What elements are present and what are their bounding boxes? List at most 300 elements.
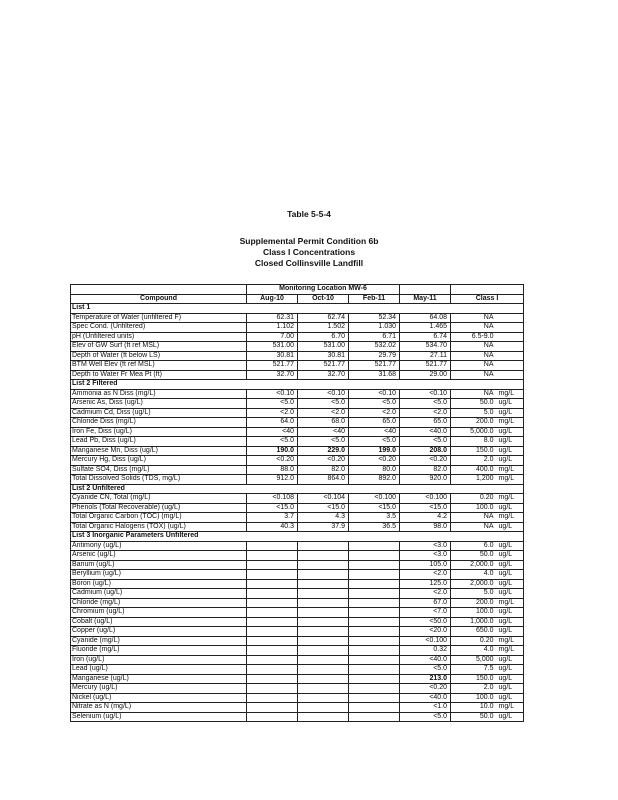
unit-cell: ug/L xyxy=(497,399,524,409)
table-row xyxy=(71,427,524,437)
unit-cell xyxy=(497,323,524,333)
value-cell xyxy=(247,646,298,656)
value-cell: <2.0 xyxy=(298,408,349,418)
value-cell xyxy=(298,560,349,570)
table-row xyxy=(71,579,524,589)
table-row xyxy=(71,408,524,418)
value-cell: 29.79 xyxy=(349,351,400,361)
value-cell: <0.10 xyxy=(298,389,349,399)
value-cell: 37.9 xyxy=(298,522,349,532)
unit-cell xyxy=(497,351,524,361)
value-cell xyxy=(247,703,298,713)
value-cell: <0.10 xyxy=(247,389,298,399)
value-cell xyxy=(349,712,400,722)
unit-cell xyxy=(497,370,524,380)
value-cell: 213.0 xyxy=(400,674,451,684)
value-cell: <40 xyxy=(298,427,349,437)
compound-label: Lead Pb, Diss (ug/L) xyxy=(71,437,247,447)
value-cell: 64.08 xyxy=(400,313,451,323)
table-row xyxy=(71,313,524,323)
value-cell xyxy=(298,551,349,561)
value-cell xyxy=(349,655,400,665)
table-number: Table 5-5-4 xyxy=(287,209,331,219)
value-cell: 6.74 xyxy=(400,332,451,342)
class-i-value: NA xyxy=(451,313,497,323)
value-cell xyxy=(349,703,400,713)
value-cell: 521.77 xyxy=(247,361,298,371)
table-row xyxy=(71,399,524,409)
table-row xyxy=(71,570,524,580)
value-cell xyxy=(247,655,298,665)
value-cell: <5.0 xyxy=(400,665,451,675)
value-cell: <0.108 xyxy=(247,494,298,504)
value-cell: <15.0 xyxy=(298,503,349,513)
table-row xyxy=(71,598,524,608)
value-cell: <5.0 xyxy=(247,437,298,447)
value-cell: <3.0 xyxy=(400,551,451,561)
table-row xyxy=(71,475,524,485)
value-cell: <2.0 xyxy=(400,408,451,418)
value-cell: <0.20 xyxy=(298,456,349,466)
value-cell xyxy=(349,598,400,608)
value-cell xyxy=(247,579,298,589)
value-cell: <1.0 xyxy=(400,703,451,713)
compound-label: Phenols (Total Recoverable) (ug/L) xyxy=(71,503,247,513)
value-cell: 62.74 xyxy=(298,313,349,323)
value-cell: <0.20 xyxy=(349,456,400,466)
unit-cell: ug/L xyxy=(497,693,524,703)
value-cell xyxy=(298,665,349,675)
value-cell: <40.0 xyxy=(400,655,451,665)
title-line-2: Class I Concentrations xyxy=(262,247,356,257)
unit-cell xyxy=(497,342,524,352)
compound-label: Selenium (ug/L) xyxy=(71,712,247,722)
value-cell: 531.00 xyxy=(247,342,298,352)
col-oct-10: Oct-10 xyxy=(298,294,349,304)
unit-cell: mg/L xyxy=(497,513,524,523)
table-row xyxy=(71,665,524,675)
class-i-value: 200.0 xyxy=(451,598,497,608)
value-cell xyxy=(298,589,349,599)
class-i-value: 400.0 xyxy=(451,465,497,475)
class-i-value: 4.0 xyxy=(451,646,497,656)
class-i-value: 650.0 xyxy=(451,627,497,637)
compound-label: Total Organic Carbon (TOC) (mg/L) xyxy=(71,513,247,523)
col-class-i: Class I xyxy=(451,294,524,304)
unit-cell: mg/L xyxy=(497,389,524,399)
compound-label: Boron (ug/L) xyxy=(71,579,247,589)
unit-cell: ug/L xyxy=(497,712,524,722)
value-cell: 208.0 xyxy=(400,446,451,456)
value-cell: <5.0 xyxy=(298,437,349,447)
value-cell: <2.0 xyxy=(349,408,400,418)
table-row xyxy=(71,541,524,551)
table-row xyxy=(71,560,524,570)
class-i-value: NA xyxy=(451,522,497,532)
value-cell: 52.34 xyxy=(349,313,400,323)
col-aug-10: Aug-10 xyxy=(247,294,298,304)
location-header-row xyxy=(71,285,524,295)
value-cell: 864.0 xyxy=(298,475,349,485)
compound-label: Chromium (ug/L) xyxy=(71,608,247,618)
unit-cell: ug/L xyxy=(497,551,524,561)
value-cell: 229.0 xyxy=(298,446,349,456)
unit-cell: ug/L xyxy=(497,684,524,694)
compound-label: Depth of Water (ft below LS) xyxy=(71,351,247,361)
class-i-value: 7.5 xyxy=(451,665,497,675)
value-cell xyxy=(349,579,400,589)
value-cell: 892.0 xyxy=(349,475,400,485)
value-cell: <0.100 xyxy=(400,636,451,646)
compound-label: Barium (ug/L) xyxy=(71,560,247,570)
value-cell: 88.0 xyxy=(247,465,298,475)
table-row xyxy=(71,456,524,466)
section-row xyxy=(71,380,524,390)
unit-cell: mg/L xyxy=(497,494,524,504)
table-row xyxy=(71,684,524,694)
value-cell xyxy=(247,560,298,570)
table-row xyxy=(71,418,524,428)
value-cell xyxy=(349,693,400,703)
section-label: List 2 Filtered xyxy=(71,380,524,390)
value-cell: 4.2 xyxy=(400,513,451,523)
value-cell: 7.00 xyxy=(247,332,298,342)
value-cell xyxy=(298,674,349,684)
col-may-11: May-11 xyxy=(400,294,451,304)
compound-label: Spec Cond. (Unfiltered) xyxy=(71,323,247,333)
unit-cell: ug/L xyxy=(497,560,524,570)
table-row xyxy=(71,446,524,456)
compound-label: BTM Well Elev (ft ref MSL) xyxy=(71,361,247,371)
value-cell: <0.20 xyxy=(400,456,451,466)
value-cell: 521.77 xyxy=(400,361,451,371)
value-cell: 4.3 xyxy=(298,513,349,523)
class-i-value: 5.0 xyxy=(451,408,497,418)
value-cell: 30.81 xyxy=(247,351,298,361)
compound-label: Antimony (ug/L) xyxy=(71,541,247,551)
table-row xyxy=(71,389,524,399)
compound-label: Elev of GW Surf (ft ref MSL) xyxy=(71,342,247,352)
value-cell xyxy=(349,674,400,684)
unit-cell xyxy=(497,361,524,371)
value-cell: 521.77 xyxy=(349,361,400,371)
compound-label: Sulfate SO4, Diss (mg/L) xyxy=(71,465,247,475)
value-cell: 105.0 xyxy=(400,560,451,570)
value-cell xyxy=(247,684,298,694)
compound-label: Arsenic As, Diss (ug/L) xyxy=(71,399,247,409)
unit-cell: mg/L xyxy=(497,475,524,485)
value-cell: <0.100 xyxy=(349,494,400,504)
class-i-value: 5,000 xyxy=(451,655,497,665)
value-cell xyxy=(298,627,349,637)
value-cell xyxy=(298,617,349,627)
compound-label: Copper (ug/L) xyxy=(71,627,247,637)
class-i-value: NA xyxy=(451,389,497,399)
value-cell: <15.0 xyxy=(400,503,451,513)
section-row xyxy=(71,484,524,494)
value-cell xyxy=(247,589,298,599)
value-cell: <3.0 xyxy=(400,541,451,551)
value-cell xyxy=(298,646,349,656)
value-cell xyxy=(247,674,298,684)
table-row xyxy=(71,617,524,627)
compound-label: Cadmium (ug/L) xyxy=(71,589,247,599)
value-cell: 98.0 xyxy=(400,522,451,532)
value-cell: 31.68 xyxy=(349,370,400,380)
unit-cell: ug/L xyxy=(497,456,524,466)
class-i-value: 100.0 xyxy=(451,693,497,703)
class-i-value: 5.0 xyxy=(451,589,497,599)
compound-label: Chloride (mg/L) xyxy=(71,598,247,608)
class-i-value: 2,000.0 xyxy=(451,579,497,589)
table-row xyxy=(71,655,524,665)
value-cell: <2.0 xyxy=(400,570,451,580)
value-cell xyxy=(298,570,349,580)
value-cell: 912.0 xyxy=(247,475,298,485)
value-cell: <5.0 xyxy=(400,712,451,722)
value-cell xyxy=(298,712,349,722)
value-cell: <0.104 xyxy=(298,494,349,504)
table-row xyxy=(71,494,524,504)
value-cell xyxy=(247,636,298,646)
table-row xyxy=(71,522,524,532)
value-cell: <5.0 xyxy=(247,399,298,409)
table-title xyxy=(0,236,618,269)
value-cell xyxy=(247,608,298,618)
unit-cell: ug/L xyxy=(497,427,524,437)
class-i-value: 10.0 xyxy=(451,703,497,713)
concentrations-table xyxy=(70,284,524,722)
value-cell xyxy=(298,693,349,703)
unit-cell xyxy=(497,313,524,323)
unit-cell: ug/L xyxy=(497,437,524,447)
section-label: List 3 Inorganic Parameters Unfiltered xyxy=(71,532,524,542)
unit-cell: ug/L xyxy=(497,589,524,599)
section-row xyxy=(71,304,524,314)
class-i-value: 1,000.0 xyxy=(451,617,497,627)
value-cell xyxy=(298,598,349,608)
value-cell xyxy=(349,589,400,599)
class-i-value: 50.0 xyxy=(451,712,497,722)
value-cell: <5.0 xyxy=(400,437,451,447)
compound-label: Temperature of Water (unfiltered F) xyxy=(71,313,247,323)
value-cell: <5.0 xyxy=(400,399,451,409)
value-cell: <40.0 xyxy=(400,427,451,437)
value-cell: 534.70 xyxy=(400,342,451,352)
value-cell xyxy=(247,627,298,637)
value-cell: 0.32 xyxy=(400,646,451,656)
value-cell: 1.102 xyxy=(247,323,298,333)
value-cell: <0.20 xyxy=(247,456,298,466)
class-i-value: 0.20 xyxy=(451,636,497,646)
compound-label: Ammonia as N Diss (mg/L) xyxy=(71,389,247,399)
class-i-value: 50.0 xyxy=(451,399,497,409)
unit-cell: mg/L xyxy=(497,598,524,608)
value-cell xyxy=(349,636,400,646)
value-cell: 1.030 xyxy=(349,323,400,333)
value-cell: <0.10 xyxy=(400,389,451,399)
unit-cell: mg/L xyxy=(497,636,524,646)
class-i-value: NA xyxy=(451,370,497,380)
value-cell xyxy=(247,551,298,561)
value-cell: <2.0 xyxy=(247,408,298,418)
value-cell: 67.0 xyxy=(400,598,451,608)
class-i-value: NA xyxy=(451,342,497,352)
value-cell: 82.0 xyxy=(298,465,349,475)
unit-cell: mg/L xyxy=(497,646,524,656)
class-i-value: 6.0 xyxy=(451,541,497,551)
value-cell: 32.70 xyxy=(298,370,349,380)
compound-label: Manganese (ug/L) xyxy=(71,674,247,684)
value-cell xyxy=(349,617,400,627)
value-cell xyxy=(298,541,349,551)
value-cell: <40 xyxy=(247,427,298,437)
value-cell: <0.10 xyxy=(349,389,400,399)
class-i-value: 0.20 xyxy=(451,494,497,504)
value-cell: 6.70 xyxy=(298,332,349,342)
class-i-value: 200.0 xyxy=(451,418,497,428)
value-cell: 190.0 xyxy=(247,446,298,456)
value-cell: 6.71 xyxy=(349,332,400,342)
unit-cell: ug/L xyxy=(497,570,524,580)
value-cell xyxy=(247,712,298,722)
compound-label: Cadmium Cd, Diss (ug/L) xyxy=(71,408,247,418)
value-cell: 40.3 xyxy=(247,522,298,532)
unit-cell: ug/L xyxy=(497,608,524,618)
value-cell: <0.100 xyxy=(400,494,451,504)
class-i-value: 2.0 xyxy=(451,456,497,466)
value-cell xyxy=(298,636,349,646)
value-cell xyxy=(349,646,400,656)
value-cell: <7.0 xyxy=(400,608,451,618)
class-i-value: 2,000.0 xyxy=(451,560,497,570)
class-i-value: 2.0 xyxy=(451,684,497,694)
value-cell: <0.20 xyxy=(400,684,451,694)
unit-cell: ug/L xyxy=(497,617,524,627)
class-i-value: NA xyxy=(451,351,497,361)
value-cell: 3.7 xyxy=(247,513,298,523)
compound-label: pH (Unfiltered units) xyxy=(71,332,247,342)
unit-cell: ug/L xyxy=(497,665,524,675)
compound-label: Fluoride (mg/L) xyxy=(71,646,247,656)
value-cell: 531.00 xyxy=(298,342,349,352)
table-row xyxy=(71,693,524,703)
section-row xyxy=(71,532,524,542)
class-i-value: 6.5-9.0 xyxy=(451,332,497,342)
value-cell: 3.5 xyxy=(349,513,400,523)
compound-label: Chloride Diss (mg/L) xyxy=(71,418,247,428)
value-cell: <50.0 xyxy=(400,617,451,627)
title-line-1: Supplemental Permit Condition 6b xyxy=(239,236,379,246)
value-cell xyxy=(298,684,349,694)
value-cell: <20.0 xyxy=(400,627,451,637)
value-cell xyxy=(247,541,298,551)
value-cell: 82.0 xyxy=(400,465,451,475)
table-row xyxy=(71,646,524,656)
value-cell xyxy=(247,693,298,703)
compound-label: Iron Fe, Diss (ug/L) xyxy=(71,427,247,437)
value-cell: 1.502 xyxy=(298,323,349,333)
value-cell: 1.465 xyxy=(400,323,451,333)
value-cell xyxy=(298,608,349,618)
unit-cell: ug/L xyxy=(497,674,524,684)
value-cell: <40 xyxy=(349,427,400,437)
unit-cell: ug/L xyxy=(497,408,524,418)
table-row xyxy=(71,437,524,447)
table-row xyxy=(71,323,524,333)
unit-cell: ug/L xyxy=(497,541,524,551)
compound-label: Mercury (ug/L) xyxy=(71,684,247,694)
unit-cell: mg/L xyxy=(497,703,524,713)
value-cell xyxy=(349,684,400,694)
compound-label: Iron (ug/L) xyxy=(71,655,247,665)
table-row xyxy=(71,351,524,361)
value-cell: <15.0 xyxy=(247,503,298,513)
class-i-value: 8.0 xyxy=(451,437,497,447)
value-cell: <5.0 xyxy=(298,399,349,409)
unit-cell: ug/L xyxy=(497,522,524,532)
compound-label: Lead (ug/L) xyxy=(71,665,247,675)
value-cell: 65.0 xyxy=(400,418,451,428)
class-i-value: NA xyxy=(451,323,497,333)
value-cell xyxy=(247,665,298,675)
value-cell: 199.0 xyxy=(349,446,400,456)
value-cell xyxy=(349,570,400,580)
class-i-value: NA xyxy=(451,361,497,371)
table-row xyxy=(71,627,524,637)
value-cell: 68.0 xyxy=(298,418,349,428)
table-row xyxy=(71,370,524,380)
value-cell: 30.81 xyxy=(298,351,349,361)
value-cell: <5.0 xyxy=(349,399,400,409)
unit-cell: ug/L xyxy=(497,627,524,637)
value-cell: 29.00 xyxy=(400,370,451,380)
value-cell: <2.0 xyxy=(400,589,451,599)
class-i-value: 100.0 xyxy=(451,503,497,513)
section-label: List 1 xyxy=(71,304,524,314)
compound-label: Total Organic Halogens (TOX) (ug/L) xyxy=(71,522,247,532)
value-cell xyxy=(349,627,400,637)
value-cell xyxy=(298,703,349,713)
value-cell xyxy=(349,560,400,570)
table-row xyxy=(71,465,524,475)
table-row xyxy=(71,551,524,561)
unit-cell: ug/L xyxy=(497,579,524,589)
value-cell: 32.70 xyxy=(247,370,298,380)
table-row xyxy=(71,589,524,599)
value-cell xyxy=(349,665,400,675)
class-i-value: 5,000.0 xyxy=(451,427,497,437)
section-label: List 2 Unfiltered xyxy=(71,484,524,494)
table-row xyxy=(71,342,524,352)
location-header: Monitoring Location MW-6 xyxy=(247,285,400,295)
unit-cell: mg/L xyxy=(497,418,524,428)
table-row xyxy=(71,636,524,646)
value-cell xyxy=(298,655,349,665)
compound-label: Cobalt (ug/L) xyxy=(71,617,247,627)
compound-label: Mercury Hg, Diss (ug/L) xyxy=(71,456,247,466)
value-cell xyxy=(247,598,298,608)
value-cell: 125.0 xyxy=(400,579,451,589)
value-cell: 920.0 xyxy=(400,475,451,485)
value-cell xyxy=(247,617,298,627)
table-row xyxy=(71,712,524,722)
compound-label: Nickel (ug/L) xyxy=(71,693,247,703)
compound-label: Total Dissolved Solids (TDS, mg/L) xyxy=(71,475,247,485)
table-row xyxy=(71,608,524,618)
unit-cell: ug/L xyxy=(497,503,524,513)
compound-label: Cyanide (mg/L) xyxy=(71,636,247,646)
